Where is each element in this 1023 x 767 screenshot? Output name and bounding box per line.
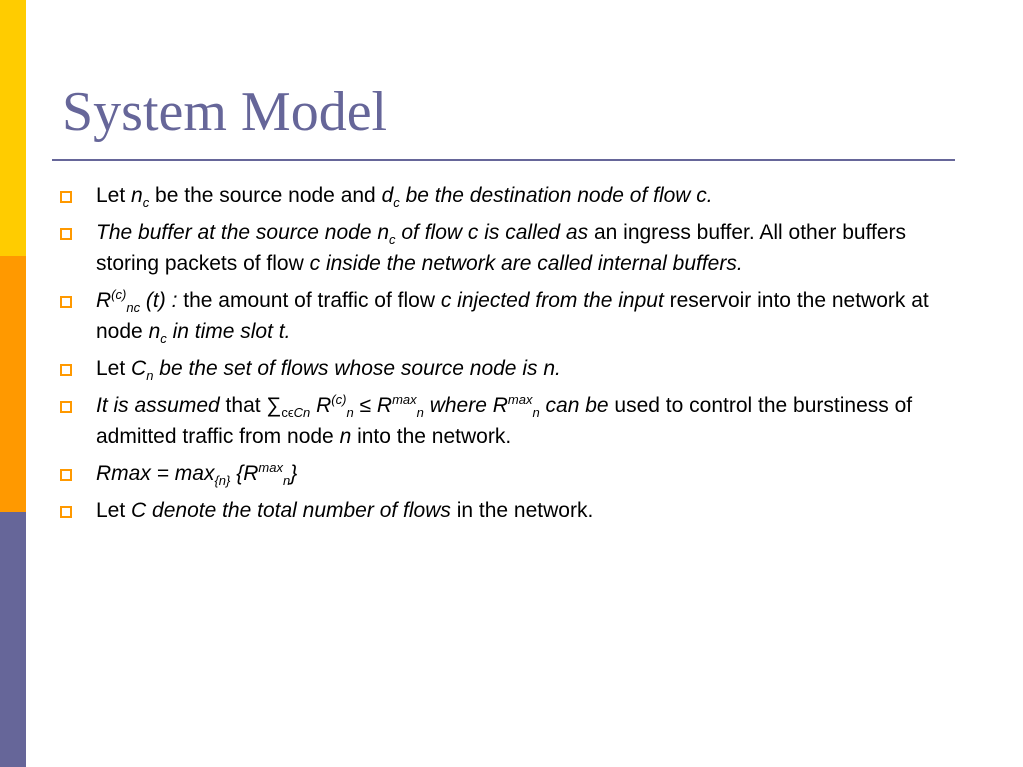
bullet-list	[60, 180, 950, 532]
bullet-item	[60, 353, 950, 384]
bullet-text: It is assumed that $\sum_{c\epsilon Cn}$ $R^{(c)}_n \le R^{max}_n$ where $R^{max}_n$ can be used to control the burstiness of admitted traffic from node n into the network.	[96, 392, 913, 448]
bullet-item	[60, 390, 950, 452]
bullet-item	[60, 180, 950, 211]
hollow-square-icon	[60, 296, 72, 308]
bullet-text: Let C denote the total number of flows in the network.	[96, 499, 594, 522]
bullet-text: Let $C_n$ be the set of flows whose source node is n.	[96, 357, 561, 383]
hollow-square-icon	[60, 364, 72, 376]
hollow-square-icon	[60, 191, 72, 203]
hollow-square-icon	[60, 228, 72, 240]
accent-band-yellow	[0, 0, 26, 256]
bullet-text: Let $n_c$ be the source node and $d_c$ be the destination node of flow c.	[96, 184, 713, 210]
slide-title: System Model	[62, 81, 388, 143]
hollow-square-icon	[60, 469, 72, 481]
bullet-item	[60, 285, 950, 347]
accent-band-purple	[0, 512, 26, 767]
bullet-item	[60, 458, 950, 489]
bullet-text: $Rmax = \max_{\{n\}} \{R^{max}_n\}$	[96, 460, 298, 488]
bullet-text: $R^{(c)}_{nc}$ (t) : the amount of traffic of flow c injected from the input reservoir into the network at node $n_c$ in time slot t.	[96, 287, 929, 346]
hollow-square-icon	[60, 506, 72, 518]
bullet-text: The buffer at the source node $n_c$ of flow c is called as an ingress buffer. All other buffers storing packets of flow c inside the network are called internal buffers.	[96, 221, 907, 275]
accent-band-orange	[0, 256, 26, 512]
title-divider	[52, 159, 955, 161]
bullet-item	[60, 217, 950, 279]
hollow-square-icon	[60, 401, 72, 413]
bullet-item	[60, 495, 950, 526]
